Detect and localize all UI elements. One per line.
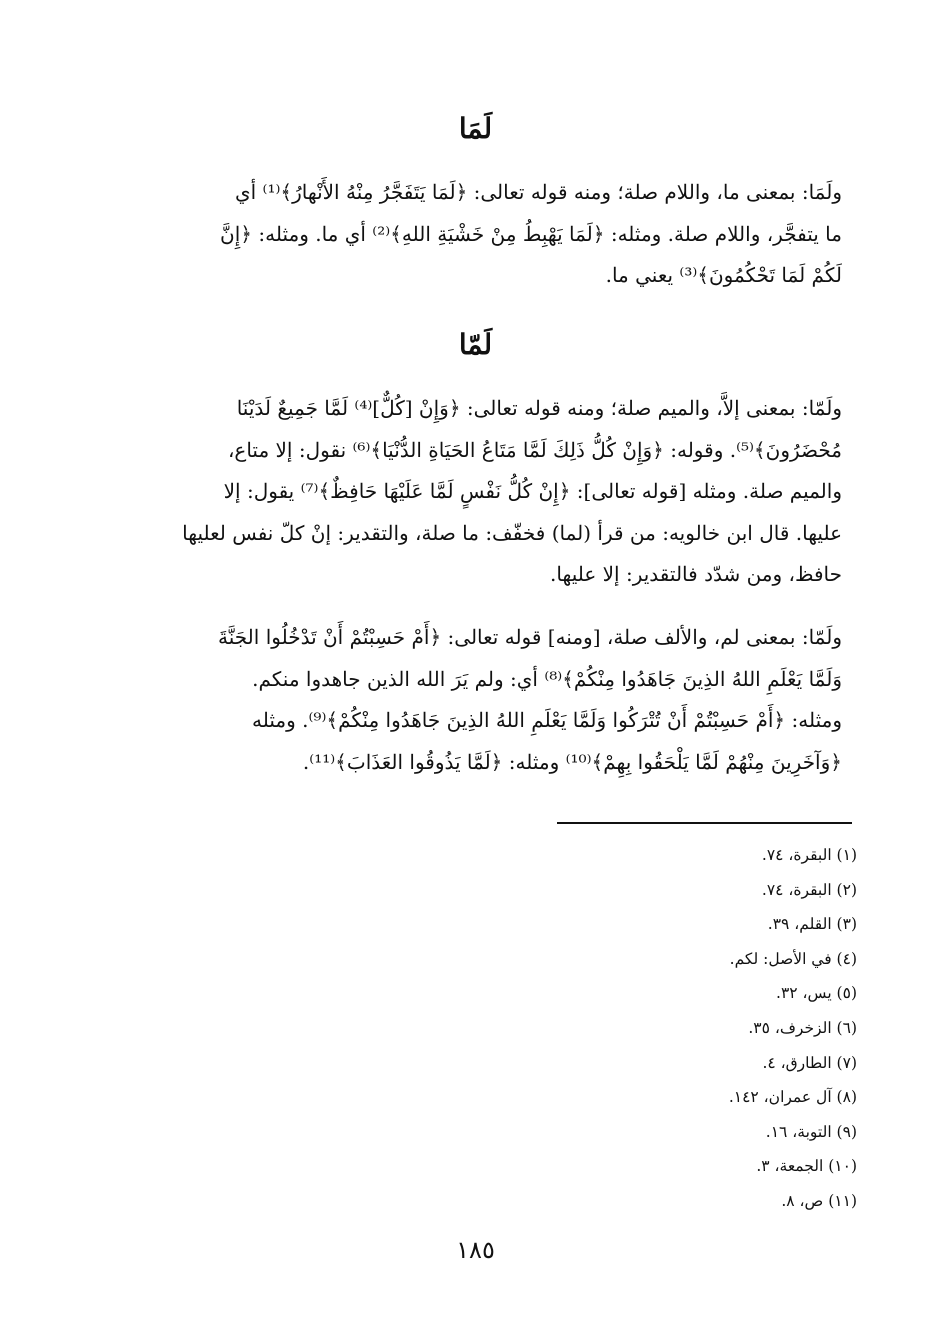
footnote-item: (٧) الطارق، ٤. xyxy=(762,1053,857,1072)
footnote-item: (١١) ص، ٨. xyxy=(781,1191,857,1210)
text-line: عليها. قال ابن خالويه: من قرأ (لما) فخفّف: ما صلة، والتقدير: إنْ كلّ نفس لعليها xyxy=(182,520,842,545)
page-number: ١٨٥ xyxy=(456,1236,495,1264)
text-line: ولَمّا: بمعنى إلاَّ، والميم صلة؛ ومنه قوله تعالى: ﴿وَإِنْ [كُلٌّ]⁽⁴⁾ لَمَّا جَمِيعٌ لَدَيْنَا xyxy=(236,396,842,420)
footnote-item: (٤) في الأصل: لكم. xyxy=(729,949,857,968)
text-line: ومثله: ﴿أَمْ حَسِبْتُمْ أَنْ تُتْرَكُوا وَلَمَّا يَعْلَمِ اللهُ الذِينَ جَاهَدُوا مِنْكُمْ﴾⁽⁹⁾. ومثله xyxy=(252,708,842,732)
text-line: مُحْضَرُونَ﴾⁽⁵⁾. وقوله: ﴿وَإِنْ كُلُّ ذَلِكَ لَمَّا مَتَاعُ الحَيَاةِ الدُّنْيَا﴾⁽⁶⁾ نقول: إلا متاع، xyxy=(227,437,842,462)
text-line: وَلَمَّا يَعْلَمِ اللهُ الذِينَ جَاهَدُوا مِنْكُمْ﴾⁽⁸⁾ أي: ولم يَرَ الله الذين جاهدوا منكم. xyxy=(252,666,842,691)
text-line: ولَمّا: بمعنى لم، والألف صلة، [ومنه] قوله تعالى: ﴿أَمْ حَسِبْتُمْ أَنْ تَدْخُلُوا الجَنَّةَ xyxy=(218,625,842,649)
text-line: ولَمَا: بمعنى ما، واللام صلة؛ ومنه قوله تعالى: ﴿لَمَا يَتَفَجَّرُ مِنْهُ الأَنْهارُ﴾⁽¹⁾ أي xyxy=(234,180,842,204)
footnote-item: (٢) البقرة، ٧٤. xyxy=(761,880,857,899)
footnotes-list xyxy=(457,838,857,1219)
text-line: والميم صلة. ومثله [قوله تعالى]: ﴿إِنْ كُلُّ نَفْسٍ لَمَّا عَلَيْهَا حَافِظٌ﴾⁽⁷⁾ يقول: إلا xyxy=(223,479,842,503)
footnote-item: (١) البقرة، ٧٤. xyxy=(761,846,857,864)
paragraph-lamma-meaning-lam xyxy=(92,617,842,783)
text-line: ما يتفجَّر، واللام صلة. ومثله: ﴿لَمَا يَهْبِطُ مِنْ خَشْيَةِ اللهِ﴾⁽²⁾ أي ما. ومثله: ﴿إِنَّ xyxy=(220,221,842,246)
footnote-separator xyxy=(557,822,852,824)
paragraph-lamma-meaning-illa xyxy=(92,388,842,596)
footnote-item: (١٠) الجمعة، ٣. xyxy=(756,1157,857,1176)
footnote-item: (٦) الزخرف، ٣٥. xyxy=(748,1018,857,1037)
entry-heading-lamma: لَمّا xyxy=(458,328,493,361)
text-line: حافظ، ومن شدّد فالتقدير: إلا عليها. xyxy=(550,562,842,586)
footnote-item: (٥) يس، ٣٢. xyxy=(776,984,857,1003)
entry-heading-lama: لَمَا xyxy=(458,112,493,145)
paragraph-lama-meaning-ma xyxy=(92,172,842,297)
footnote-item: (٨) آل عمران، ١٤٢. xyxy=(728,1088,857,1107)
footnote-item: (٩) التوبة، ١٦. xyxy=(765,1122,857,1141)
text-line: لَكُمْ لَمَا تَحْكُمُونَ﴾⁽³⁾ يعني ما. xyxy=(605,263,842,287)
footnote-item: (٣) القلم، ٣٩. xyxy=(767,915,857,934)
text-line: ﴿وَآخَرِينَ مِنْهُمْ لَمَّا يَلْحَقُوا بِهِمْ﴾⁽¹⁰⁾ ومثله: ﴿لَمَّا يَذُوقُوا العَذَابَ﴾⁽¹¹⁾. xyxy=(302,749,842,774)
